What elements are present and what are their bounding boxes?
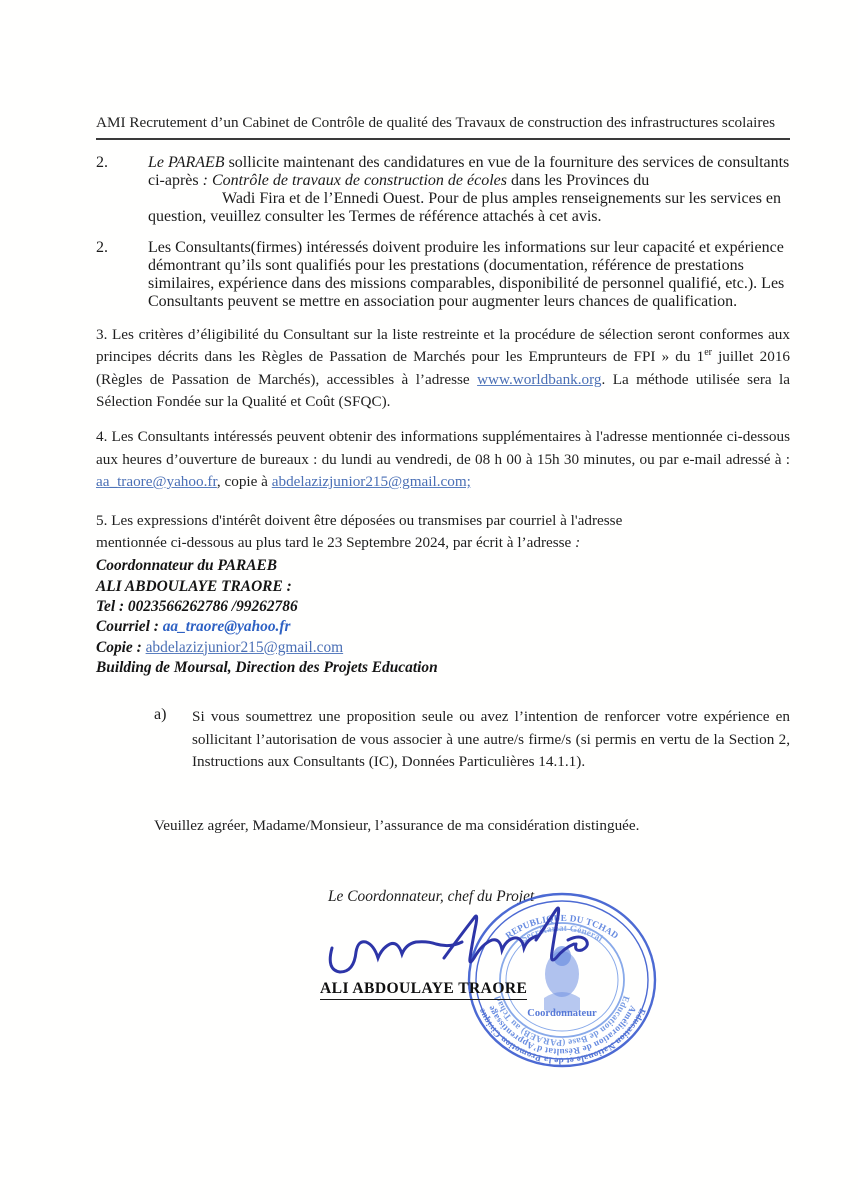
coordinator-address: Building de Moursal, Direction des Projets Education — [96, 658, 438, 676]
coordinator-name: ALI ABDOULAYE TRAORE : — [96, 577, 292, 595]
signature-title: Le Coordonnateur, chef du Projet — [328, 887, 535, 905]
coordinator-title: Coordonnateur du PARAEB — [96, 557, 278, 575]
stamp-paraeb-text: Education de Base (PARAEB) au Tchad — [492, 994, 632, 1048]
paragraph-lead-italic: Le PARAEB — [148, 154, 225, 172]
stamp-outer-bottom-text: Education Nationale et de la Promotion Civique — [476, 1006, 648, 1066]
worldbank-link[interactable]: www.worldbank.org — [477, 370, 602, 388]
paragraph-text-a: sollicite maintenant des candidatures en vue de la fourniture des services de consultants ci-après — [148, 154, 790, 190]
email-link-traore[interactable]: aa_traore@yahoo.fr — [96, 473, 217, 491]
signature-area — [96, 906, 790, 1066]
paragraph-5 — [96, 510, 790, 555]
list-item — [96, 239, 790, 311]
header-divider — [96, 138, 790, 140]
stamp-center-label: Coordonnateur — [527, 1007, 597, 1019]
coordinator-copy-row — [96, 638, 790, 658]
signatory-name: ALI ABDOULAYE TRAORE — [320, 980, 527, 1000]
paragraph-text-c: Wadi Fira et de l’Ennedi Ouest. Pour de plus amples renseignements sur les services en question, veuillez consulter les Termes de référence attachés à cet avis. — [148, 190, 782, 226]
copy-label: Copie : — [96, 638, 146, 656]
list-marker: 2. — [96, 239, 108, 257]
paragraph-5-line-2: mentionnée ci-dessous au plus tard le 23 Septembre 2024, par écrit à l’adresse — [96, 533, 576, 551]
stamp-inner-top-text: Secrétariat Général — [519, 922, 605, 944]
coordinator-phone: Tel : 0023566262786 /99262786 — [96, 597, 298, 615]
page-title: AMI Recrutement d’un Cabinet de Contrôle de qualité des Travaux de construction des infrastructures scolaires — [96, 114, 776, 131]
paragraph-3-text-c: . La méthode utilisée sera la Sélection Fondée sur la Qualité et Coût (SFQC). — [96, 370, 790, 411]
list-marker: 2. — [96, 154, 108, 172]
lettered-item-a — [96, 706, 790, 773]
contact-block — [96, 556, 790, 678]
email-link-abdelaziz[interactable]: abdelazizjunior215@gmail.com; — [271, 473, 471, 491]
paragraph-3-text-b: juillet 2016 (Règles de Passation de Marchés), accessibles à l’adresse — [96, 348, 791, 388]
document-content — [96, 112, 791, 1066]
list-item-body — [148, 154, 790, 226]
paragraph-text-italic: : Contrôle de travaux de construction de écoles — [202, 172, 508, 190]
paragraph-3 — [96, 324, 790, 413]
paragraph-5-line-1: 5. Les expressions d'intérêt doivent être déposées ou transmises par courriel à l'adresse — [96, 511, 623, 529]
contact-email-link[interactable]: aa_traore@yahoo.fr — [162, 618, 291, 636]
paragraph-4 — [96, 426, 790, 493]
coordinator-email-row — [96, 617, 790, 637]
contact-copy-link[interactable]: abdelazizjunior215@gmail.com — [145, 638, 344, 656]
lettered-item-text: Si vous soumettrez une proposition seule ou avez l’intention de renforcer votre expérience en sollicitant l’autorisation de vous associer à une autre/s firme/s (si permis en vertu de la Section 2, Instructions aux Consultants (IC), Données Particulières 14.1.1). — [192, 708, 790, 770]
stamp-outer-top-text: REPUBLIQUE DU TCHAD — [503, 912, 621, 941]
paragraph-text-b: dans les Provinces du — [507, 172, 650, 190]
paragraph-3-text-a: 3. Les critères d’éligibilité du Consultant sur la liste restreinte et la procédure de sélection seront conformes aux principes décrits dans les Règles de Passation de Marchés pour les Emprunteurs de FPI » du 1 — [96, 326, 790, 366]
paragraph-4-text-b: , copie à — [216, 473, 272, 491]
email-label: Courriel : — [96, 618, 163, 636]
list-item — [96, 154, 790, 226]
paragraph-5-colon: : — [575, 533, 581, 551]
ordinal-superscript: er — [704, 347, 712, 359]
list-item-body: Les Consultants(firmes) intéressés doivent produire les informations sur leur capacité et expérience démontrant qu’ils sont qualifiés pour les prestations (documentation, référence de prestations similaires, expérience dans des missions comparables, disponibilité de personnel qualifié, etc.). Les Consultants peuvent se mettre en association pour augmenter leurs chances de qualification. — [148, 239, 785, 311]
stamp-inner-bottom-text: Amélioration de Résultat d’Apprentissage — [485, 1003, 639, 1057]
closing-salutation: Veuillez agréer, Madame/Monsieur, l’assurance de ma considération distinguée. — [154, 817, 640, 835]
paragraph-4-text-a: 4. Les Consultants intéressés peuvent obtenir des informations supplémentaires à l'adresse mentionnée ci-dessous aux heures d’ouverture de bureaux : du lundi au vendredi, de 08 h 00 à 15h 30 minutes, ou par e-mail adressé à : — [96, 428, 790, 468]
letter-marker: a) — [154, 706, 167, 724]
